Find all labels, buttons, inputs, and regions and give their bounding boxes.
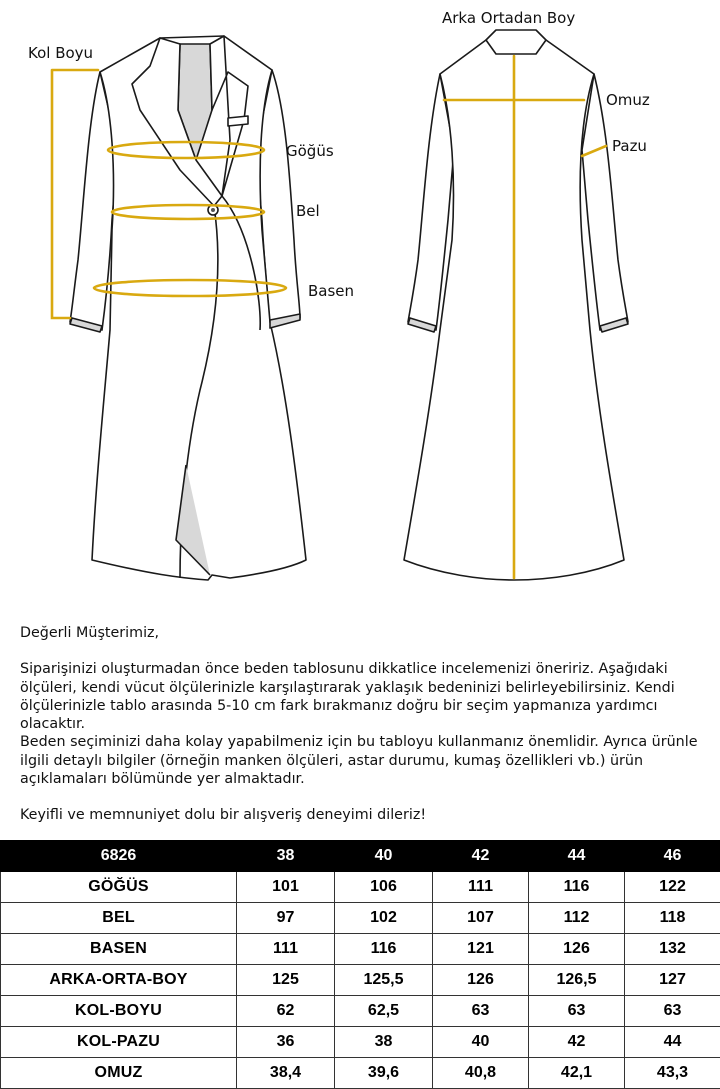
table-row	[1, 1058, 720, 1089]
table-cell: 43,3	[625, 1058, 720, 1089]
table-cell: 40	[433, 1027, 529, 1058]
table-cell: 116	[529, 872, 625, 903]
table-cell: 102	[335, 903, 433, 934]
table-cell: 121	[433, 934, 529, 965]
table-cell: 38	[335, 1027, 433, 1058]
table-cell: 38,4	[237, 1058, 335, 1089]
row-label: KOL-PAZU	[1, 1027, 237, 1058]
table-cell: 106	[335, 872, 433, 903]
back-right-sleeve	[582, 74, 628, 330]
table-cell: 126	[529, 934, 625, 965]
table-cell: 112	[529, 903, 625, 934]
front-chest-pocket	[228, 116, 248, 126]
label-omuz: Omuz	[606, 91, 650, 109]
table-cell: 126,5	[529, 965, 625, 996]
table-cell: 42,1	[529, 1058, 625, 1089]
table-cell: 127	[625, 965, 720, 996]
table-row	[1, 996, 720, 1027]
row-label: ARKA-ORTA-BOY	[1, 965, 237, 996]
table-cell: 63	[625, 996, 720, 1027]
label-kol-boyu: Kol Boyu	[28, 44, 93, 62]
table-cell: 116	[335, 934, 433, 965]
row-label: GÖĞÜS	[1, 872, 237, 903]
row-label: BEL	[1, 903, 237, 934]
table-cell: 111	[237, 934, 335, 965]
label-bel: Bel	[296, 202, 320, 220]
table-cell: 132	[625, 934, 720, 965]
table-cell: 97	[237, 903, 335, 934]
table-cell: 63	[433, 996, 529, 1027]
size-table	[0, 840, 720, 1089]
header-size: 46	[625, 841, 720, 872]
table-cell: 118	[625, 903, 720, 934]
table-cell: 62	[237, 996, 335, 1027]
label-gogus: Göğüs	[286, 142, 334, 160]
table-row	[1, 872, 720, 903]
greeting: Değerli Müşterimiz,	[20, 624, 710, 642]
label-basen: Basen	[308, 282, 354, 300]
table-cell: 122	[625, 872, 720, 903]
intro-text	[20, 624, 710, 825]
table-cell: 44	[625, 1027, 720, 1058]
table-cell: 107	[433, 903, 529, 934]
table-cell: 125,5	[335, 965, 433, 996]
table-cell: 40,8	[433, 1058, 529, 1089]
table-row	[1, 965, 720, 996]
table-cell: 111	[433, 872, 529, 903]
table-cell: 63	[529, 996, 625, 1027]
table-cell: 42	[529, 1027, 625, 1058]
table-cell: 126	[433, 965, 529, 996]
table-row	[1, 934, 720, 965]
closing-text: Keyifli ve memnuniyet dolu bir alışveriş deneyimi dileriz!	[20, 806, 710, 824]
table-row	[1, 903, 720, 934]
table-row	[1, 1027, 720, 1058]
label-pazu: Pazu	[612, 137, 647, 155]
header-size: 42	[433, 841, 529, 872]
table-cell: 39,6	[335, 1058, 433, 1089]
header-size: 44	[529, 841, 625, 872]
table-cell: 36	[237, 1027, 335, 1058]
table-cell: 125	[237, 965, 335, 996]
back-collar	[486, 30, 546, 54]
header-size: 40	[335, 841, 433, 872]
size-table-header	[1, 841, 720, 872]
intro-paragraph-1: Siparişinizi oluşturmadan önce beden tablosunu dikkatlice incelemenizi öneririz. Aşağıdaki ölçüleri, kendi vücut ölçülerinizle karşılaştırarak yaklaşık bedeninizi belirleyebilirsiniz. Kendi ölçülerinizle tablo arasında 5-10 cm fark bırakmanız doğru bir seçim yapmanıza yardımcı olacaktır.	[20, 660, 710, 733]
table-cell: 62,5	[335, 996, 433, 1027]
row-label: OMUZ	[1, 1058, 237, 1089]
row-label: KOL-BOYU	[1, 996, 237, 1027]
intro-paragraph-2: Beden seçiminizi daha kolay yapabilmeniz için bu tabloyu kullanmanız önemlidir. Ayrıca ürünle ilgili detaylı bilgiler (örneğin manken ölçüleri, astar durumu, kumaş özellikleri vb.) ürün açıklamaları bölümünde yer almaktadır.	[20, 733, 710, 788]
header-size: 38	[237, 841, 335, 872]
header-model-code: 6826	[1, 841, 237, 872]
table-cell: 101	[237, 872, 335, 903]
label-arka-orta-boy: Arka Ortadan Boy	[442, 9, 575, 27]
row-label: BASEN	[1, 934, 237, 965]
